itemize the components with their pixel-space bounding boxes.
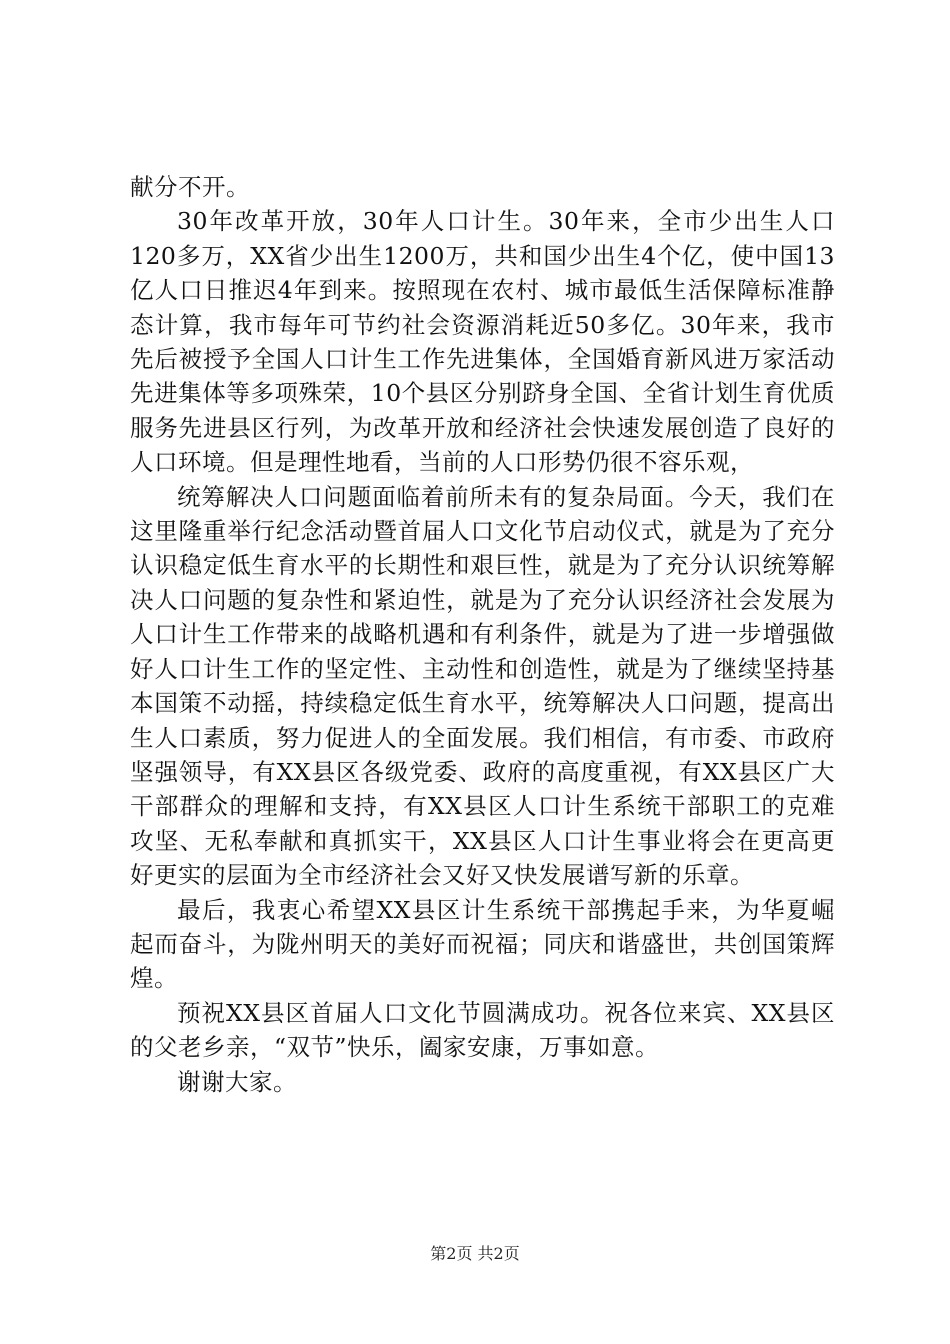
paragraph-continuation: 献分不开。: [130, 173, 250, 201]
page-number-footer: 第2页 共2页: [430, 1244, 520, 1263]
paragraph-closing-wish: 最后，我衷心希望XX县区计生系统干部携起手来，为华夏崛起而奋斗，为陇州明天的美好而祝福；同庆和谐盛世，共创国策辉煌。: [130, 895, 835, 993]
paragraph-population-issues: 统筹解决人口问题面临着前所未有的复杂局面。今天，我们在这里隆重举行纪念活动暨首届人口文化节启动仪式，就是为了充分认识稳定低生育水平的长期性和艰巨性，就是为了充分认识统筹解决人口问题的复杂性和紧迫性，就是为了充分认识经济社会发展为人口计生工作带来的战略机遇和有利条件，就是为了进一步增强做好人口计生工作的坚定性、主动性和创造性，就是为了继续坚持基本国策不动摇，持续稳定低生育水平，统筹解决人口问题，提高出生人口素质，努力促进人的全面发展。我们相信，有市委、市政府坚强领导，有XX县区各级党委、政府的高度重视，有XX县区广大干部群众的理解和支持，有XX县区人口计生系统干部职工的克难攻坚、无私奉献和真抓实干，XX县区人口计生事业将会在更高更好更实的层面为全市经济社会又好又快发展谱写新的乐章。: [130, 482, 835, 890]
paragraph-festival-blessing: 预祝XX县区首届人口文化节圆满成功。祝各位来宾、XX县区的父老乡亲，“双节”快乐，阖家安康，万事如意。: [130, 998, 835, 1062]
document-body: [130, 170, 835, 1099]
paragraph-reform-achievements: 30年改革开放，30年人口计生。30年来，全市少出生人口120多万，XX省少出生1200万，共和国少出生4个亿，使中国13亿人口日推迟4年到来。按照现在农村、城市最低生活保障标准静态计算，我市每年可节约社会资源消耗近50多亿。30年来，我市先后被授予全国人口计生工作先进集体，全国婚育新风进万家活动先进集体等多项殊荣，10个县区分别跻身全国、全省计划生育优质服务先进县区行列，为改革开放和经济社会快速发展创造了良好的人口环境。但是理性地看，当前的人口形势仍很不容乐观，: [130, 207, 835, 477]
paragraph-thanks: 谢谢大家。: [177, 1067, 297, 1096]
